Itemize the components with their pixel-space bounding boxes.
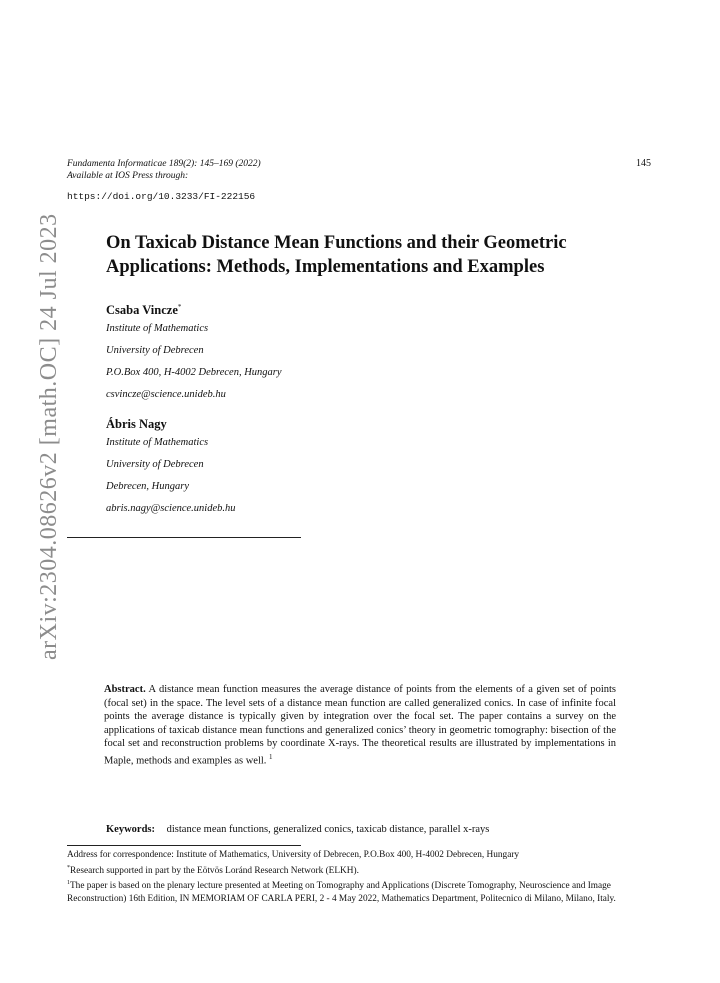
footnote-divider bbox=[67, 845, 301, 846]
author-address: Debrecen, Hungary bbox=[106, 481, 190, 492]
author-institute: Institute of Mathematics bbox=[106, 323, 209, 335]
availability-note: Available at IOS Press through: bbox=[67, 171, 189, 181]
author-name: Csaba Vincze* bbox=[106, 303, 182, 318]
abstract-heading: Abstract. bbox=[104, 684, 146, 695]
author-name: Ábris Nagy bbox=[106, 417, 167, 431]
paper-title bbox=[106, 231, 626, 279]
abstract bbox=[104, 683, 616, 768]
funding-footnote: *Research supported in part by the Eötvös Loránd Research Network (ELKH). bbox=[67, 864, 359, 876]
title-line-2: Applications: Methods, Implementations and Examples bbox=[106, 257, 545, 277]
journal-citation: Fundamenta Informaticae 189(2): 145–169 (2022) bbox=[67, 159, 261, 169]
correspondence-note: Address for correspondence: Institute of Mathematics, University of Debrecen, P.O.Box 400, H-4002 Debrecen, Hungary bbox=[67, 850, 520, 860]
author-email[interactable]: csvincze@science.unideb.hu bbox=[106, 389, 226, 401]
keywords-heading: Keywords: bbox=[106, 824, 155, 835]
page-number: 145 bbox=[636, 158, 651, 169]
abstract-text: A distance mean function measures the average distance of points from the elements of a given set of points (focal set) in the space. The level sets of a distance mean function are called generalized conics. In case of infinite focal points the average distance is typically given by integration over the focal set. The paper contains a survey on the applications of taxicab distance mean functions and generalized conics’ theory in geometric tomography: bisection of the focal set and reconstruction problems by coordinate X-rays. The theoretical results are illustrated by implementations in Maple, methods and examples as well. bbox=[104, 684, 616, 767]
lecture-footnote: $^1$The paper is based on the plenary lecture presented at Meeting on Tomography and Applications (Discrete Tomography, Neuroscience and Image Reconstruction) 16th Edition, IN MEMORIAM OF CARLA PERI, 2 - 4 May 2022, Mathematics Department, Politecnico di Milano, Milano, Italy. bbox=[67, 880, 616, 904]
author-divider bbox=[67, 537, 301, 538]
author-footnote-mark: * bbox=[177, 303, 182, 311]
author-university: University of Debrecen bbox=[106, 345, 204, 357]
doi-link[interactable]: https://doi.org/10.3233/FI-222156 bbox=[67, 191, 256, 202]
abstract-footnote-mark: 1 bbox=[269, 752, 273, 761]
keywords-text: distance mean functions, generalized conics, taxicab distance, parallel x-rays bbox=[166, 824, 490, 835]
title-line-1: On Taxicab Distance Mean Functions and their Geometric bbox=[106, 233, 567, 253]
journal-info bbox=[67, 158, 261, 182]
footnotes bbox=[67, 849, 657, 905]
author-address: P.O.Box 400, H-4002 Debrecen, Hungary bbox=[106, 367, 282, 379]
arxiv-watermark: arXiv:2304.08626v2 [math.OC] 24 Jul 2023 bbox=[36, 213, 62, 660]
author-institute: Institute of Mathematics bbox=[106, 437, 209, 448]
keywords bbox=[106, 824, 489, 835]
author-block-1 bbox=[106, 303, 282, 406]
author-block-2 bbox=[106, 417, 236, 520]
author-university: University of Debrecen bbox=[106, 459, 204, 470]
author-email[interactable]: abris.nagy@science.unideb.hu bbox=[106, 503, 236, 514]
